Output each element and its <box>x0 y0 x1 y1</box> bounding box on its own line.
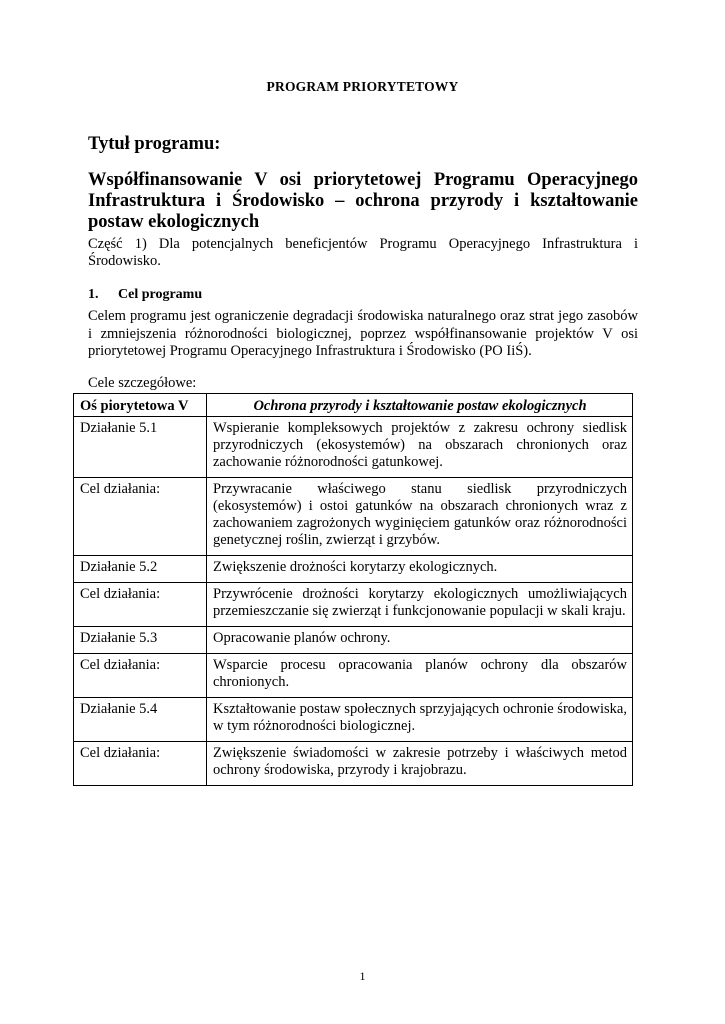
program-title: Współfinansowanie V osi priorytetowej Programu Operacyjnego Infrastruktura i Środowisko – ochrona przyrody i kształtowanie postaw ekologicznych <box>88 170 638 232</box>
row-label: Działanie 5.2 <box>74 556 207 583</box>
row-label: Działanie 5.3 <box>74 627 207 654</box>
section-heading <box>88 286 202 303</box>
row-text: Opracowanie planów ochrony. <box>207 627 633 654</box>
row-label: Cel działania: <box>74 742 207 786</box>
row-text: Przywrócenie drożności korytarzy ekologicznych umożliwiających przemieszczanie się zwierząt i funkcjonowanie populacji w skali kraju. <box>207 583 633 627</box>
part-description: Część 1) Dla potencjalnych beneficjentów Programu Operacyjnego Infrastruktura i Środowisko. <box>88 236 638 269</box>
row-text: Wsparcie procesu opracowania planów ochrony dla obszarów chronionych. <box>207 654 633 698</box>
table-row <box>74 627 633 654</box>
table-header-axis-title: Ochrona przyrody i kształtowanie postaw ekologicznych <box>207 394 633 417</box>
goals-table <box>73 393 633 786</box>
section-title: Cel programu <box>118 287 203 302</box>
program-title-label: Tytuł programu: <box>88 134 221 154</box>
table-row <box>74 417 633 478</box>
section-number: 1. <box>88 287 99 302</box>
page-number: 1 <box>359 969 366 983</box>
table-row <box>74 654 633 698</box>
row-label: Działanie 5.4 <box>74 698 207 742</box>
table-row <box>74 698 633 742</box>
row-label: Cel działania: <box>74 583 207 627</box>
table-row <box>74 742 633 786</box>
row-text: Kształtowanie postaw społecznych sprzyjających ochronie środowiska, w tym różnorodności biologicznej. <box>207 698 633 742</box>
table-row <box>74 556 633 583</box>
section-body: Celem programu jest ograniczenie degradacji środowiska naturalnego oraz strat jego zasobów i zmniejszenia różnorodności biologicznej, poprzez współfinansowanie projektów V osi priorytetowej Programu Operacyjnego Infrastruktura i Środowisko (PO IiŚ). <box>88 308 638 359</box>
row-text: Zwiększenie drożności korytarzy ekologicznych. <box>207 556 633 583</box>
row-label: Cel działania: <box>74 654 207 698</box>
row-text: Wspieranie kompleksowych projektów z zakresu ochrony siedlisk przyrodniczych (ekosystemów) na obszarach chronionych oraz zachowanie różnorodności gatunkowej. <box>207 417 633 478</box>
table-header-axis: Oś piorytetowa V <box>74 394 207 417</box>
row-text: Zwiększenie świadomości w zakresie potrzeby i właściwych metod ochrony środowiska, przyrody i krajobrazu. <box>207 742 633 786</box>
row-text: Przywracanie właściwego stanu siedlisk przyrodniczych (ekosystemów) i ostoi gatunków na obszarach chronionych wraz z zachowaniem zagrożonych wyginięciem gatunków oraz różnorodności genetycznej roślin, zwierząt i grzybów. <box>207 478 633 556</box>
row-label: Cel działania: <box>74 478 207 556</box>
row-label: Działanie 5.1 <box>74 417 207 478</box>
table-row <box>74 478 633 556</box>
table-header-row <box>74 394 633 417</box>
table-row <box>74 583 633 627</box>
document-header: PROGRAM PRIORYTETOWY <box>266 79 459 94</box>
goals-label: Cele szczegółowe: <box>88 375 197 391</box>
